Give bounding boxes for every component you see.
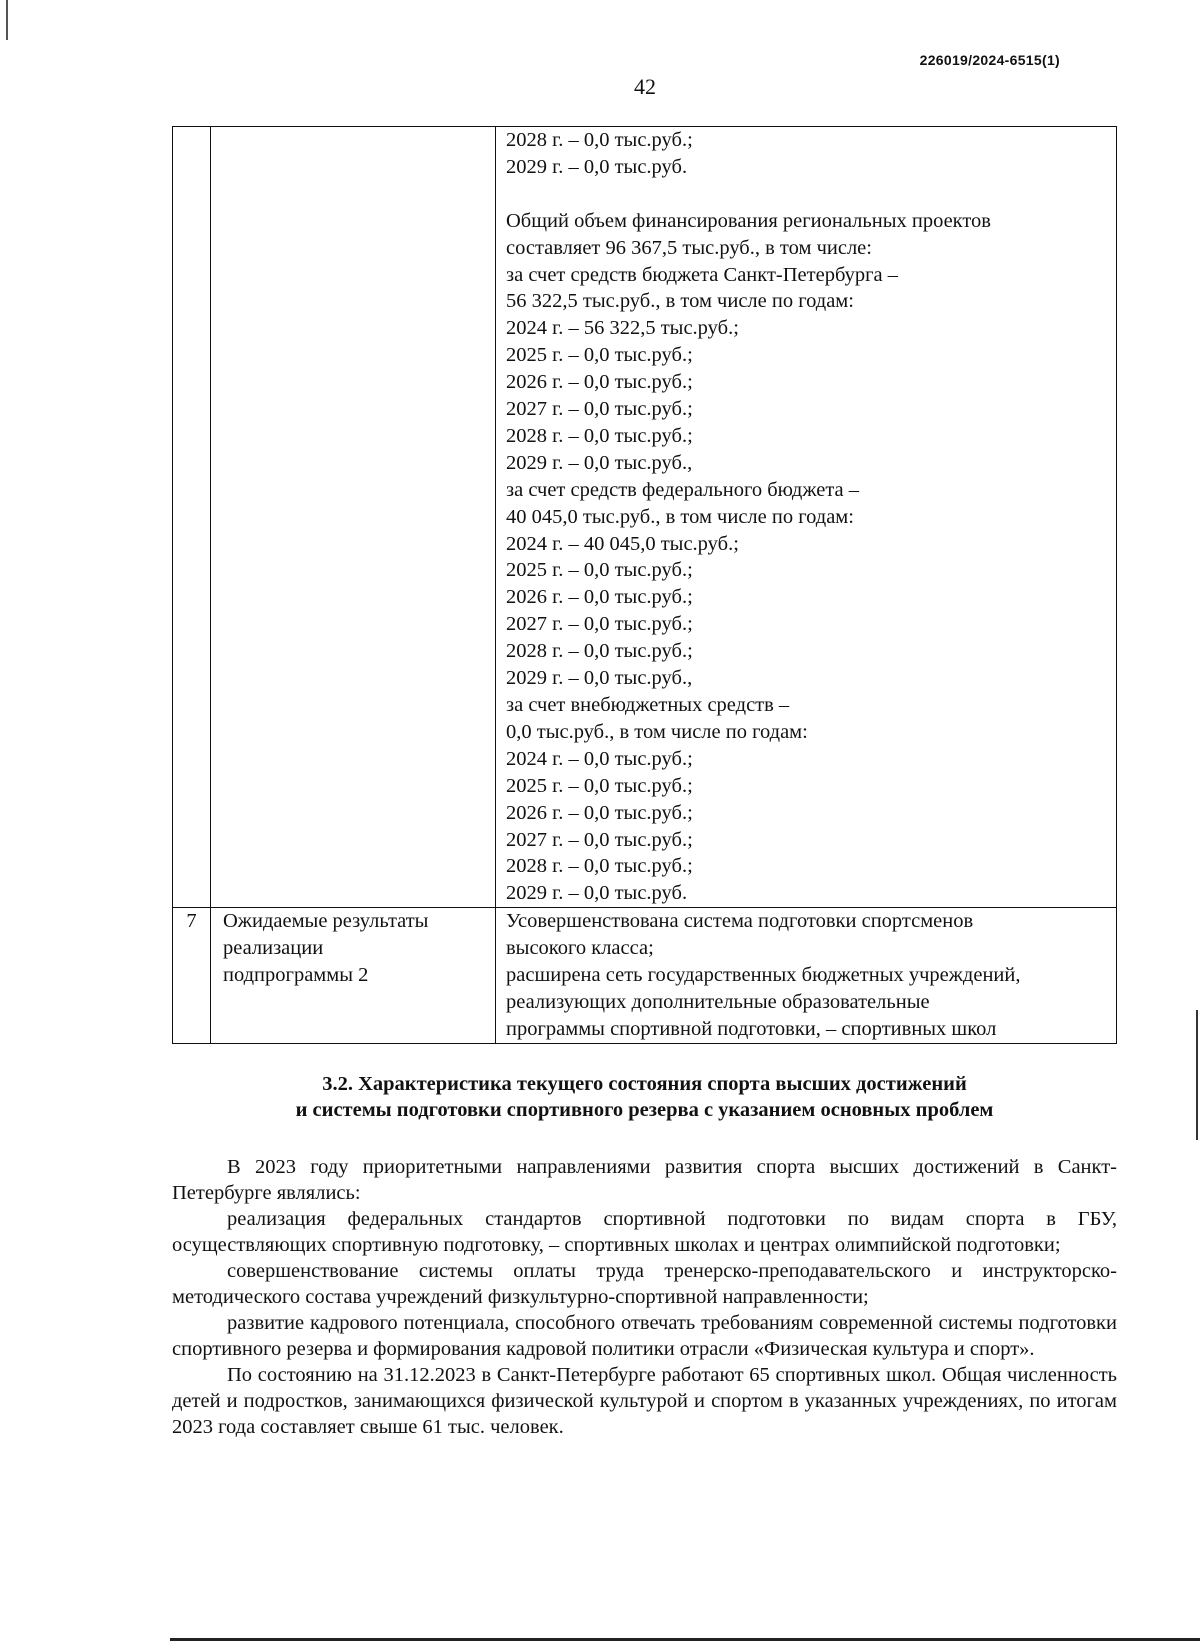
financing-line: 2024 г. – 56 322,5 тыс.руб.; — [506, 317, 739, 340]
financing-line: 40 045,0 тыс.руб., в том числе по годам: — [506, 505, 854, 528]
financing-line: 0,0 тыс.руб., в том числе по годам: — [506, 720, 808, 743]
financing-line: 2026 г. – 0,0 тыс.руб.; — [506, 586, 693, 609]
blank-line — [506, 181, 1110, 208]
results-content-cell — [496, 908, 1117, 1044]
financing-line: 2029 г. – 0,0 тыс.руб. — [506, 882, 688, 905]
financing-line: 56 322,5 тыс.руб., в том числе по годам: — [506, 290, 854, 313]
table-row-continuation — [173, 127, 1117, 908]
document-id: 226019/2024-6515(1) — [919, 52, 1060, 68]
financing-line: 2027 г. – 0,0 тыс.руб.; — [506, 398, 693, 421]
row-number-cell — [173, 127, 211, 908]
financing-line: 2025 г. – 0,0 тыс.руб.; — [506, 774, 693, 797]
financing-line: 2028 г. – 0,0 тыс.руб.; — [506, 129, 693, 151]
row-number-cell: 7 — [173, 908, 211, 1044]
page-number: 42 — [634, 74, 656, 99]
financing-line: за счет средств федерального бюджета – — [506, 478, 860, 501]
financing-line: 2024 г. – 40 045,0 тыс.руб.; — [506, 532, 739, 555]
program-table — [172, 126, 1117, 1044]
results-line: реализующих дополнительные образовательные — [506, 990, 930, 1013]
section-heading-line: 3.2. Характеристика текущего состояния спорта высших достижений — [322, 1073, 967, 1095]
financing-line: 2029 г. – 0,0 тыс.руб. — [506, 155, 688, 178]
results-line: высокого класса; — [506, 937, 654, 960]
results-line: расширена сеть государственных бюджетных учреждений, — [506, 964, 1021, 987]
scan-edge-right — [1196, 1010, 1198, 1140]
financing-line: 2028 г. – 0,0 тыс.руб.; — [506, 640, 693, 663]
financing-line: Общий объем финансирования региональных проектов — [506, 209, 991, 232]
financing-line: 2026 г. – 0,0 тыс.руб.; — [506, 371, 693, 394]
section-heading-line: и системы подготовки спортивного резерва с указанием основных проблем — [295, 1099, 994, 1121]
results-line: программы спортивной подготовки, – спортивных школ — [506, 1017, 997, 1040]
section-heading — [172, 1071, 1117, 1123]
financing-line: 2026 г. – 0,0 тыс.руб.; — [506, 801, 693, 824]
results-line: Усовершенствована система подготовки спортсменов — [506, 910, 974, 933]
paragraph: В 2023 году приоритетными направлениями развития спорта высших достижений в Санкт-Петербурге являлись: — [172, 1156, 1117, 1204]
financing-line: составляет 96 367,5 тыс.руб., в том числе: — [506, 236, 872, 259]
financing-line: 2025 г. – 0,0 тыс.руб.; — [506, 344, 693, 367]
financing-line: 2025 г. – 0,0 тыс.руб.; — [506, 559, 693, 582]
financing-line: 2029 г. – 0,0 тыс.руб., — [506, 667, 693, 690]
section-body — [172, 1154, 1117, 1440]
financing-line: 2027 г. – 0,0 тыс.руб.; — [506, 828, 693, 851]
financing-line: 2027 г. – 0,0 тыс.руб.; — [506, 613, 693, 636]
paragraph: реализация федеральных стандартов спортивной подготовки по видам спорта в ГБУ, осуществляющих спортивную подготовку, – спортивных школах и центрах олимпийской подготовки; — [172, 1208, 1117, 1256]
financing-content-cell — [496, 127, 1117, 908]
scan-edge-left — [6, 0, 8, 40]
financing-line: 2024 г. – 0,0 тыс.руб.; — [506, 747, 693, 770]
paragraph: По состоянию на 31.12.2023 в Санкт-Петербурге работают 65 спортивных школ. Общая численность детей и подростков, занимающихся физической культурой и спортом в указанных учреждениях, по итогам 2023 года составляет свыше 61 тыс. человек. — [172, 1364, 1117, 1438]
row-name-cell — [211, 127, 496, 908]
financing-line: 2028 г. – 0,0 тыс.руб.; — [506, 855, 693, 878]
scan-edge-bottom — [170, 1638, 1200, 1641]
paragraph: совершенствование системы оплаты труда тренерско-преподавательского и инструкторско-методического состава учреждений физкультурно-спортивной направленности; — [172, 1260, 1117, 1308]
financing-line: за счет внебюджетных средств – — [506, 694, 790, 717]
financing-line: 2029 г. – 0,0 тыс.руб., — [506, 451, 693, 474]
row-name-line: реализации — [223, 937, 324, 960]
paragraph: развитие кадрового потенциала, способного отвечать требованиям современной системы подготовки спортивного резерва и формирования кадровой политики отрасли «Физическая культура и спорт». — [172, 1312, 1117, 1360]
financing-line: за счет средств бюджета Санкт-Петербурга – — [506, 263, 898, 286]
financing-line: 2028 г. – 0,0 тыс.руб.; — [506, 424, 693, 447]
row-name-line: Ожидаемые результаты — [223, 910, 429, 933]
row-name-line: подпрограммы 2 — [223, 964, 369, 987]
row-name-cell — [211, 908, 496, 1044]
table-row-7 — [173, 908, 1117, 1044]
